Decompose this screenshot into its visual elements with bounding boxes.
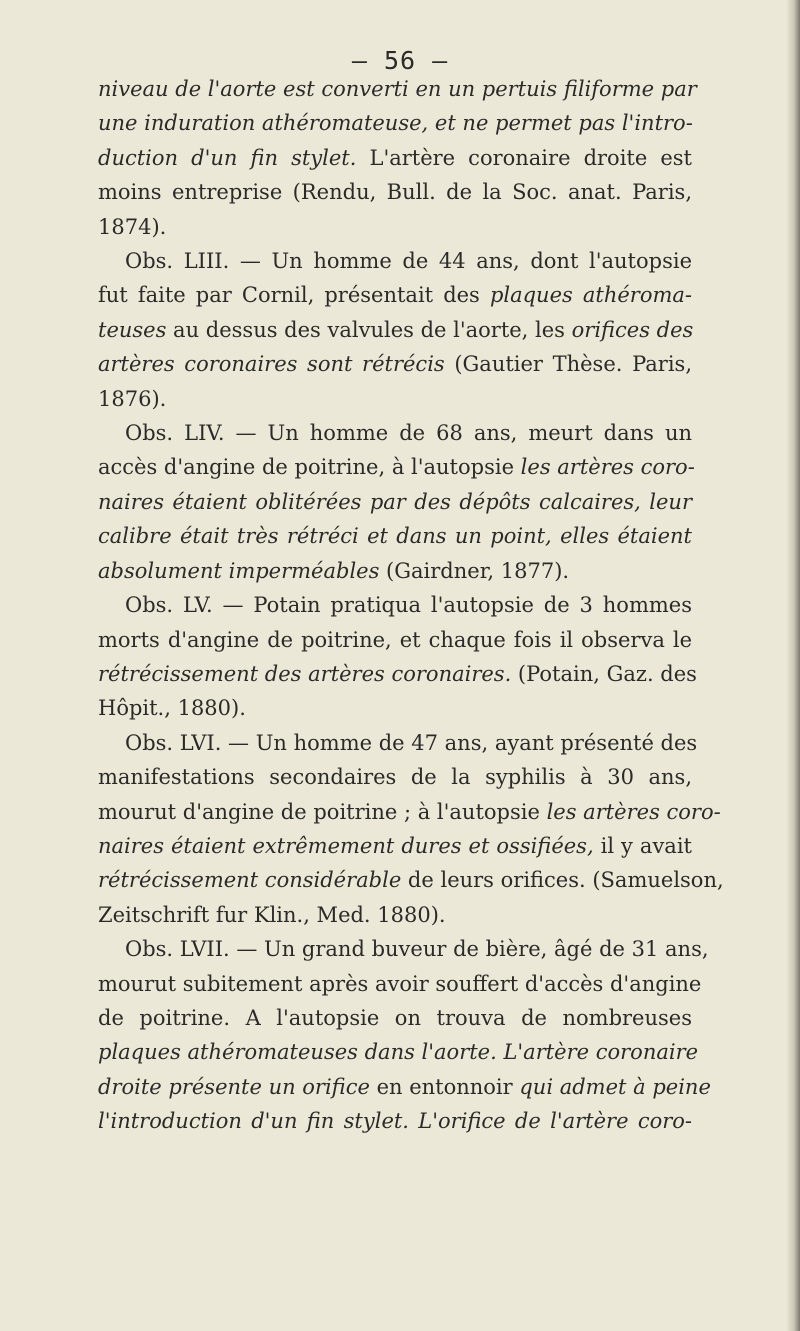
text-line xyxy=(98,416,692,450)
body-text xyxy=(98,72,724,1139)
text-line xyxy=(98,106,692,140)
text-run: de leurs orifices. (Samuelson, xyxy=(401,868,724,893)
text-line xyxy=(98,313,692,347)
text-line xyxy=(98,1001,692,1035)
italic-run: teuses xyxy=(98,317,167,342)
text-run: Obs. LVI. — Un homme de 47 ans, ayant présenté des xyxy=(125,730,698,755)
text-line xyxy=(98,278,692,312)
text-run: Obs. LV. — Potain pratiqua l'autopsie de 3 hommes xyxy=(125,593,692,618)
italic-run: absolument imperméables xyxy=(98,558,380,583)
text-line xyxy=(98,726,698,760)
text-line xyxy=(98,382,692,416)
text-line xyxy=(98,691,692,725)
text-run: 1874). xyxy=(98,214,167,239)
italic-run: rétrécissement considérable xyxy=(98,868,402,893)
text-run: manifestations secondaires de la syphilis à 30 ans, xyxy=(98,765,692,790)
text-run: mourut d'angine de poitrine ; à l'autopsie xyxy=(98,799,547,824)
text-line xyxy=(98,175,692,209)
text-line xyxy=(98,967,702,1001)
text-run: Obs. LIII. — Un homme de 44 ans, dont l'autopsie xyxy=(125,249,692,274)
italic-run: plaques athéromateuses dans l'aorte. L'artère coronaire xyxy=(98,1040,699,1065)
paragraph-obs-liv xyxy=(98,416,695,588)
text-run: 1876). xyxy=(98,386,167,411)
text-run: de poitrine. A l'autopsie on trouva de nombreuses xyxy=(98,1005,692,1030)
text-run: Obs. LIV. — Un homme de 68 ans, meurt dans un xyxy=(125,421,692,446)
text-line xyxy=(98,898,692,932)
text-line xyxy=(98,863,724,897)
text-line xyxy=(98,795,721,829)
text-line xyxy=(98,485,692,519)
italic-run: naires étaient extrêmement dures et ossifiées, xyxy=(98,833,594,858)
italic-run: duction d'un fin stylet. xyxy=(98,145,357,170)
italic-run: artères coronaires sont rétrécis xyxy=(98,352,445,377)
text-line xyxy=(98,1070,711,1104)
text-run: moins entreprise (Rendu, Bull. de la Soc. anat. Paris, xyxy=(98,180,692,205)
text-run: Obs. LVII. — Un grand buveur de bière, âgé de 31 ans, xyxy=(125,937,709,962)
text-line xyxy=(98,1035,699,1069)
italic-run: orifices des xyxy=(571,317,694,342)
italic-run: rétrécissement des artères coronaires. xyxy=(98,661,512,686)
text-line xyxy=(98,519,692,553)
text-run: il y avait xyxy=(593,833,692,858)
paragraph-obs-liii xyxy=(98,244,692,416)
text-run: (Gautier Thèse. Paris, xyxy=(444,352,692,377)
text-run: mourut subitement après avoir souffert d'accès d'angine xyxy=(98,971,702,996)
italic-run: qui admet à peine xyxy=(519,1074,711,1099)
italic-run: l'introduction d'un fin stylet. L'orifice de l'artère coro- xyxy=(98,1109,692,1134)
text-run: (Potain, Gaz. des xyxy=(511,661,697,686)
text-line xyxy=(98,623,692,657)
text-line xyxy=(98,244,692,278)
text-line xyxy=(98,72,697,106)
italic-run: plaques athéroma- xyxy=(489,283,692,308)
italic-run: les artères coro- xyxy=(520,455,695,480)
text-run: (Gairdner, 1877). xyxy=(379,558,570,583)
page-number: — 56 — xyxy=(351,46,449,75)
text-line xyxy=(98,1104,692,1138)
paragraph-obs-lv xyxy=(98,588,697,726)
text-line xyxy=(98,450,695,484)
italic-run: niveau de l'aorte est converti en un pertuis filiforme par xyxy=(98,77,697,101)
text-run: morts d'angine de poitrine, et chaque fois il observa le xyxy=(98,627,692,652)
text-line xyxy=(98,829,692,863)
text-run: accès d'angine de poitrine, à l'autopsie xyxy=(98,455,521,480)
paragraph-obs-lvii xyxy=(98,932,711,1138)
text-line xyxy=(98,210,692,244)
paragraph-obs-lvi xyxy=(98,726,724,932)
text-run: Hôpit., 1880). xyxy=(98,696,246,721)
text-line xyxy=(98,932,709,966)
text-run: au dessus des valvules de l'aorte, les xyxy=(166,317,572,342)
text-line xyxy=(98,141,692,175)
text-line xyxy=(98,760,692,794)
text-run: Zeitschrift fur Klin., Med. 1880). xyxy=(98,902,446,927)
text-line xyxy=(98,554,692,588)
italic-run: calibre était très rétréci et dans un point, elles étaient xyxy=(98,524,692,549)
text-line xyxy=(98,347,692,381)
italic-run: naires étaient oblitérées par des dépôts calcaires, leur xyxy=(98,489,692,514)
text-line xyxy=(98,588,692,622)
text-run: L'artère coronaire droite est xyxy=(356,145,692,170)
text-run: fut faite par Cornil, présentait des xyxy=(98,283,490,308)
page-edge-shadow xyxy=(786,0,800,1331)
paragraph-continuation xyxy=(98,72,697,244)
italic-run: droite présente un orifice xyxy=(98,1074,370,1099)
text-line xyxy=(98,657,697,691)
italic-run: les artères coro- xyxy=(546,799,721,824)
italic-run: une induration athéromateuse, et ne permet pas l'intro- xyxy=(98,111,693,136)
text-run: en entonnoir xyxy=(369,1074,520,1099)
